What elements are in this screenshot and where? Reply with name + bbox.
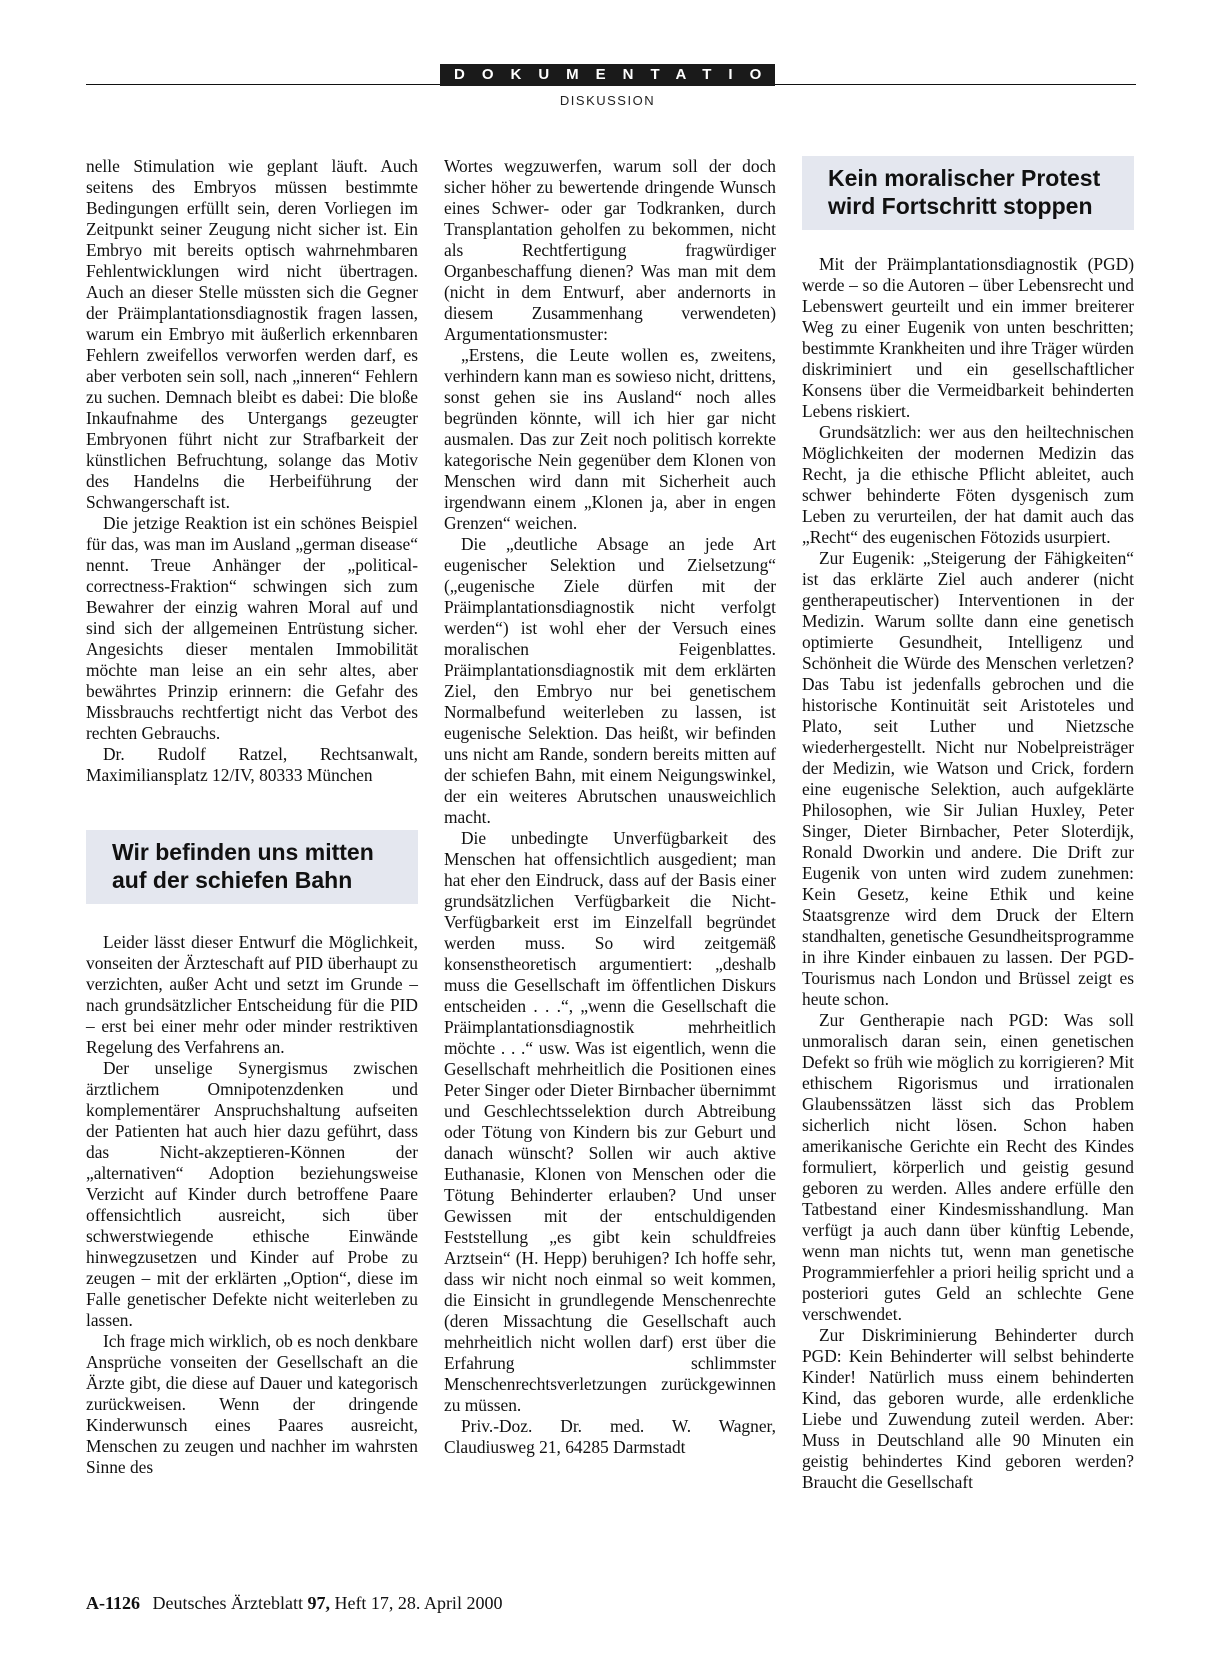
issue-info: Heft 17, 28. April 2000 bbox=[334, 1593, 503, 1613]
section-label: DOKUMENTATION bbox=[440, 64, 775, 86]
subsection-label: DISKUSSION bbox=[559, 93, 656, 108]
paragraph: Wortes wegzuwerfen, warum soll der doch sicher höher zu bewertende dringende Wunsch eines Schwer- oder gar Todkranken, durch Transplantation geholfen zu bekommen, nicht als Rechtfertigung fragwürdiger Organbeschaffung dienen? Was man mit dem (nicht in dem Entwurf, aber andernorts in diesem Zusammenhang verwendeten) Argumentationsmuster: bbox=[444, 156, 776, 344]
paragraph: Die „deutliche Absage an jede Art eugenischer Selektion und Zielsetzung“ („eugenische Ziele dürfen mit der Präimplantationsdiagnostik nicht verfolgt werden“) ist wohl eher der Versuch eines moralischen Feigenblattes. Präimplantationsdiagnostik mit dem erklärten Ziel, den Embryo nur bei genetischem Normalbefund weiterleben zu lassen, ist eugenische Selektion. Das heißt, wir befinden uns nicht am Rande, sondern bereits mitten auf der schiefen Bahn, mit einem Neigungswinkel, der ein weiteres Abrutschen unausweichlich macht. bbox=[444, 534, 776, 827]
paragraph: Zur Gentherapie nach PGD: Was soll unmoralisch daran sein, einen genetischen Defekt so früh wie möglich zu korrigieren? Mit ethischem Rigorismus und irrationalen Glaubenssätzen lässt sich das Problem sicherlich nicht lösen. Schon haben amerikanische Gerichte ein Recht des Kindes formuliert, körperlich und geistig gesund geboren zu werden. Alles andere erfülle den Tatbestand einer Kindesmisshandlung. Man verfügt ja auch dann über künftig Lebende, wenn man nichts tut, wenn man genetische Programmierfehler a priori heilig spricht und a posteriori gutes Geld an schlechte Gene verschwendet. bbox=[802, 1010, 1134, 1324]
column-2 bbox=[444, 156, 776, 1458]
paragraph: Mit der Präimplantationsdiagnostik (PGD) werde – so die Autoren – über Lebensrecht und Lebenswert geurteilt und ein immer breiterer Weg zu einer Eugenik von unten beschritten; bestimmte Krankheiten und ihre Träger würden diskriminiert und ein gesellschaftlicher Konsens über die Vermeidbarkeit behinderten Lebens riskiert. bbox=[802, 254, 1134, 421]
journal-name: Deutsches Ärzteblatt bbox=[152, 1593, 303, 1613]
page-footer bbox=[86, 1593, 502, 1614]
author-signature: Dr. Rudolf Ratzel, Rechtsanwalt, Maximiliansplatz 12/IV, 80333 München bbox=[86, 744, 418, 785]
paragraph: Zur Diskriminierung Behinderter durch PGD: Kein Behinderter will selbst behinderte Kinder! Natürlich muss einem behinderten Kind, das geboren wurde, alle erdenkliche Liebe und Zuwendung zuteil werden. Aber: Muss in Deutschland alle 90 Minuten ein geistig behindertes Kind geboren werden? Braucht die Gesellschaft bbox=[802, 1325, 1134, 1492]
column-1 bbox=[86, 156, 418, 1478]
paragraph: nelle Stimulation wie geplant läuft. Auch seitens des Embryos müssen bestimmte Bedingungen erfüllt sein, deren Vorliegen im Zeitpunkt seiner Zeugung nicht sicher ist. Ein Embryo mit bereits optisch wahrnehmbaren Fehlentwicklungen wird nicht übertragen. Auch an dieser Stelle müssten sich die Gegner der Präimplantationsdiagnostik fragen lassen, warum ein Embryo mit äußerlich erkennbaren Fehlern zweifellos verworfen werden darf, es aber verboten sein soll, nach „inneren“ Fehlern zu suchen. Demnach bleibt es dabei: Die bloße Inkaufnahme des Untergangs gezeugter Embryonen führt nicht zur Strafbarkeit der künstlichen Befruchtung, solange das Motiv des Handelns die Herbeiführung der Schwangerschaft ist. bbox=[86, 156, 418, 512]
section-headline: Kein moralischer Protest wird Fortschritt stoppen bbox=[802, 156, 1134, 230]
author-signature: Priv.-Doz. Dr. med. W. Wagner, Claudiusweg 21, 64285 Darmstadt bbox=[444, 1416, 776, 1457]
paragraph: Grundsätzlich: wer aus den heiltechnischen Möglichkeiten der modernen Medizin das Recht, ja die ethische Pflicht ableitet, auch schwer behinderte Föten dysgenisch zum Leben zu verurteilen, der hat damit auch das „Recht“ des eugenischen Fötozids usurpiert. bbox=[802, 422, 1134, 547]
page-number: A-1126 bbox=[86, 1593, 140, 1613]
column-3 bbox=[802, 156, 1134, 1493]
volume-number: 97, bbox=[307, 1593, 330, 1613]
paragraph: Leider lässt dieser Entwurf die Möglichkeit, vonseiten der Ärzteschaft auf PID überhaupt zu verzichten, außer Acht und setzt im Grunde – nach grundsätzlicher Entscheidung für die PID – erst bei einer mehr oder minder restriktiven Regelung des Verfahrens an. bbox=[86, 932, 418, 1057]
paragraph: „Erstens, die Leute wollen es, zweitens, verhindern kann man es sowieso nicht, drittens, sonst gehen sie ins Ausland“ noch alles begründen könnte, will ich hier gar nicht ausmalen. Das zur Zeit noch politisch korrekte kategorische Nein gegenüber dem Klonen von Menschen wird dann mit Sicherheit auch irgendwann einem „Klonen ja, aber in engen Grenzen“ weichen. bbox=[444, 345, 776, 533]
paragraph: Zur Eugenik: „Steigerung der Fähigkeiten“ ist das erklärte Ziel auch anderer (nicht gentherapeutischer) Interventionen in der Medizin. Warum sollte dann eine genetisch optimierte Gesundheit, Intelligenz und Schönheit die Würde des Menschen verletzen? Das Tabu ist jedenfalls gebrochen und die historische Kontinuität seit Aristoteles und Plato, seit Luther und Nietzsche wiederhergestellt. Nicht nur Nobelpreisträger der Medizin, wie Watson und Crick, fordern eine eugenische Selektion, auch aufgeklärte Philosophen, wie Sir Julian Huxley, Peter Singer, Dieter Birnbacher, Peter Sloterdijk, Ronald Dworkin und andere. Die Drift zur Eugenik von unten wird zudem zunehmen: Kein Gesetz, keine Ethik und keine Staatsgrenze wird dem Druck der Eltern standhalten, genetische Gesundheitsprogramme in ihre Kinder einbauen zu lassen. Der PGD-Tourismus nach London und Brüssel zeigt es heute schon. bbox=[802, 548, 1134, 1009]
paragraph: Der unselige Synergismus zwischen ärztlichem Omnipotenzdenken und komplementärer Anspruchshaltung aufseiten der Patienten hat auch hier dazu geführt, dass das Nicht-akzeptieren-Können der „alternativen“ Adoption beziehungsweise Verzicht auf Kinder durch betroffene Paare offensichtlich ausreicht, sich über schwerstwiegende ethische Einwände hinwegzusetzen und Kinder auf Probe zu zeugen – mit der erklärten „Option“, diese im Falle genetischer Defekte nicht weiterleben zu lassen. bbox=[86, 1058, 418, 1330]
section-headline: Wir befinden uns mitten auf der schiefen Bahn bbox=[86, 830, 418, 904]
paragraph: Ich frage mich wirklich, ob es noch denkbare Ansprüche vonseiten der Gesellschaft an die Ärzte gibt, die diese auf Dauer und kategorisch zurückweisen. Wenn der dringende Kinderwunsch eines Paares ausreicht, Menschen zu zeugen und nachher im wahrsten Sinne des bbox=[86, 1331, 418, 1477]
paragraph: Die unbedingte Unverfügbarkeit des Menschen hat offensichtlich ausgedient; man hat eher den Eindruck, dass auf der Basis einer grundsätzlichen Verfügbarkeit die Nicht-Verfügbarkeit erst im Einzelfall begründet werden muss. So wird zeitgemäß konsenstheoretisch argumentiert: „deshalb muss die Gesellschaft im öffentlichen Diskurs entscheiden . . .“, „wenn die Gesellschaft die Präimplantationsdiagnostik mehrheitlich möchte . . .“ usw. Was ist eigentlich, wenn die Gesellschaft mehrheitlich die Positionen eines Peter Singer oder Dieter Birnbacher übernimmt und Geschlechtsselektion durch Abtreibung oder Tötung von Kindern bis zur Geburt und danach wünscht? Sollen wir auch aktive Euthanasie, Klonen von Menschen oder die Tötung Behinderter erlauben? Und unser Gewissen mit der entschuldigenden Feststellung „es gibt kein schuldfreies Arztsein“ (H. Hepp) beruhigen? Ich hoffe sehr, dass wir nicht noch einmal so weit kommen, die Einsicht in grundlegende Menschenrechte (deren Missachtung die Gesellschaft auch mehrheitlich nicht wollen darf) erst über die Erfahrung schlimmster Menschenrechtsverletzungen zurückgewinnen zu müssen. bbox=[444, 828, 776, 1415]
paragraph: Die jetzige Reaktion ist ein schönes Beispiel für das, was man im Ausland „german disease“ nennt. Treue Anhänger der „political-correctness-Fraktion“ schwingen sich zum Bewahrer der einzig wahren Moral auf und sind sich der allgemeinen Entrüstung sicher. Angesichts dieser mentalen Immobilität möchte man leise an ein sehr altes, aber bewährtes Prinzip erinnern: die Gefahr des Missbrauchs rechtfertigt nicht das Verbot des rechten Gebrauchs. bbox=[86, 513, 418, 743]
